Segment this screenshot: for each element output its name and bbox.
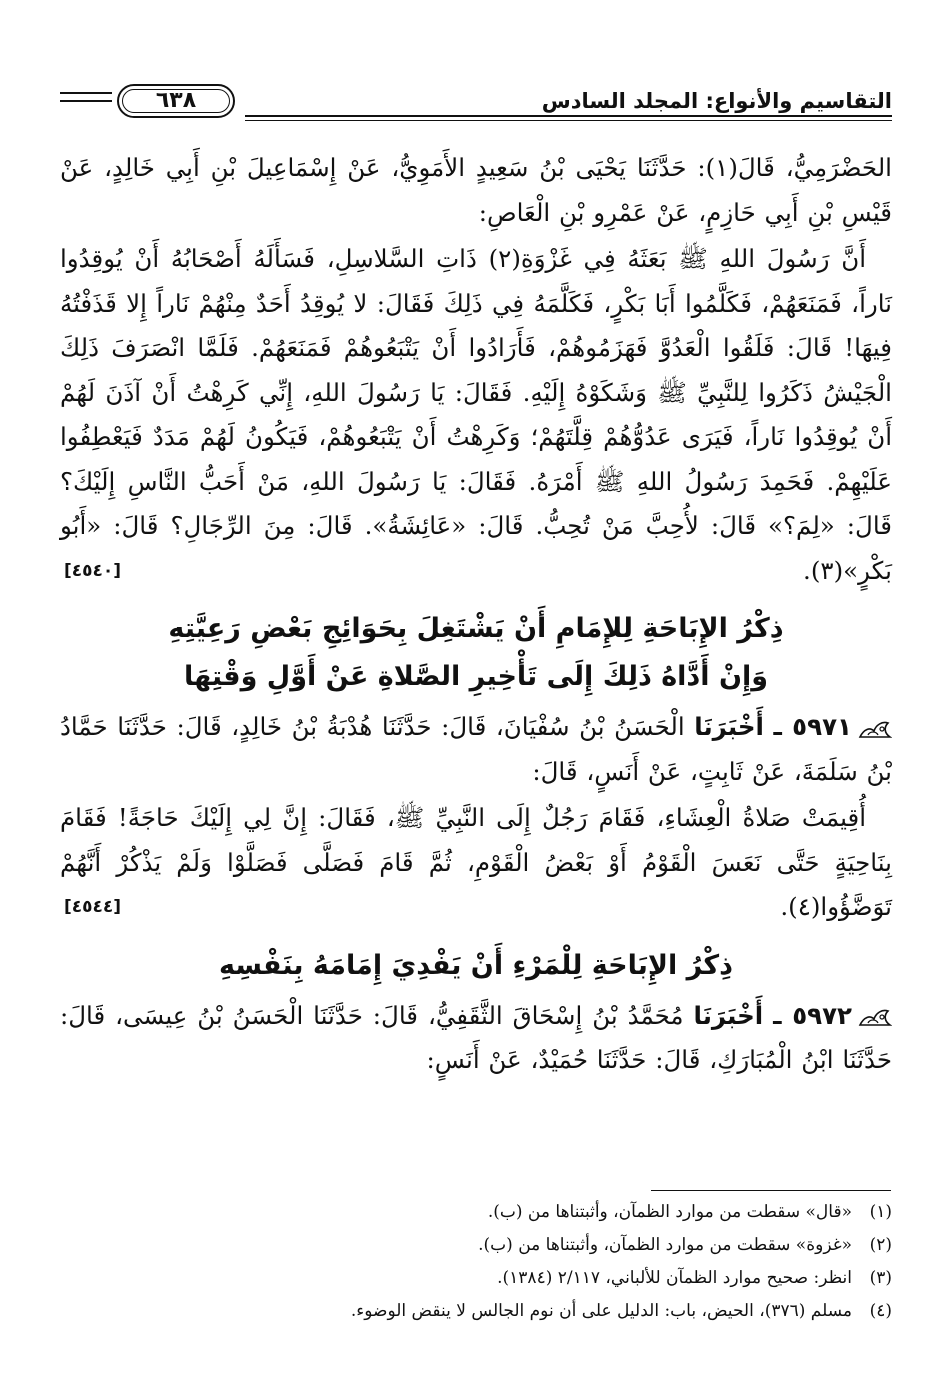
isnad-continuation: الحَضْرَمِيُّ، قَالَ(١): حَدَّثَنَا يَحْيَى بْنُ سَعِيدٍ الأَمَوِيُّ، عَنْ إِسْمَاعِيلَ بْنِ أَبِي خَالِدٍ، عَنْ قَيْسِ بْنِ أَبِي حَازِمٍ، عَنْ عَمْرِو بْنِ الْعَاصِ: [60, 153, 892, 227]
page-number-frame [117, 84, 235, 118]
hadith-5972-chain: مُحَمَّدُ بْنُ إِسْحَاقَ الثَّقَفِيُّ، قَالَ: حَدَّثَنَا الْحَسَنُ بْنُ عِيسَى، قَالَ: حَدَّثَنَا ابْنُ الْمُبَارَكِ، قَالَ: حَدَّثَنَا حُمَيْدٌ، عَنْ أَنَسٍ: [60, 1000, 892, 1074]
footnote-text: انظر: صحيح موارد الظمآن للألباني، ٢/١١٧ (١٣٨٤). [497, 1268, 852, 1288]
main-text [60, 146, 892, 1083]
akhbarana-word: أَخْبَرَنَا [693, 1000, 764, 1030]
hadith-number: ٥٩٧٢ ـ [773, 1000, 853, 1030]
footnotes [60, 1196, 892, 1328]
page-number: ٦٣٨ [155, 88, 197, 113]
footnote-text: مسلم (٣٧٦)، الحيض، باب: الدليل على أن نوم الجالس لا ينقض الوضوء. [350, 1301, 852, 1321]
footnote-text: «قال» سقطت من موارد الظمآن، وأثبتناها من (ب). [487, 1202, 852, 1222]
hadith-number: ٥٩٧١ ـ [773, 712, 852, 741]
chapter-heading-line-1: ذِكْرُ الإِبَاحَةِ لِلإِمَامِ أَنْ يَشْتَغِلَ بِحَوَائِجِ بَعْضِ رَعِيَّتِهِ [168, 613, 784, 644]
hadith-5971-chain: الْحَسَنُ بْنُ سُفْيَانَ، قَالَ: حَدَّثَنَا هُدْبَةُ بْنُ خَالِدٍ، قَالَ: حَدَّثَنَا حَمَّادُ بْنُ سَلَمَةَ، عَنْ ثَابِتٍ، عَنْ أَنَسٍ، قَالَ: [60, 712, 892, 786]
chapter-heading-line: ذِكْرُ الإِبَاحَةِ لِلْمَرْءِ أَنْ يَفْدِيَ إِمَامَهُ بِنَفْسِهِ [219, 949, 733, 981]
chapter-heading-ransom-imam [60, 942, 892, 990]
footnote-text: «غزوة» سقطت من موارد الظمآن، وأثبتناها من (ب). [478, 1235, 852, 1255]
hadith-5971-body: أُقِيمَتْ صَلاةُ الْعِشَاءِ، فَقَامَ رَجُلٌ إِلَى النَّبِيِّ ﷺ، فَقَالَ: إِنَّ لِي إِلَيْكَ حَاجَةً! فَقَامَ بِنَاحِيَةٍ حَتَّى نَعَسَ الْقَوْمُ أَوْ بَعْضُ الْقَوْمِ، ثُمَّ قَامَ فَصَلَّى فَصَلَّوْا وَلَمْ يَذْكُرْ أَنَّهُمْ تَوَضَّؤُوا(٤). [60, 803, 892, 921]
flower-ornament-icon [858, 717, 892, 741]
hadith-reference-number: [٤٥٤٠] [64, 560, 122, 581]
footnote-2 [60, 1229, 892, 1262]
footnote-4 [60, 1295, 892, 1328]
hadith-5971-isnad [60, 705, 892, 794]
hadith-text-5970-body: أَنَّ رَسُولَ اللهِ ﷺ بَعَثَهُ فِي غَزْوَةِ(٢) ذَاتِ السَّلاسِلِ، فَسَأَلَهُ أَصْحَابُهُ أَنْ يُوقِدُوا نَاراً، فَمَنَعَهُمْ، فَكَلَّمُوا أَبَا بَكْرٍ، فَكَلَّمَهُ فِي ذَلِكَ فَقَالَ: لا يُوقِدُ أَحَدٌ مِنْهُمْ نَاراً إِلا قَذَفْتُهُ فِيهَا! قَالَ: فَلَقُوا الْعَدُوَّ فَهَزَمُوهُمْ، فَأَرَادُوا أَنْ يَتْبَعُوهُمْ فَمَنَعَهُمْ. فَلَمَّا انْصَرَفَ ذَلِكَ الْجَيْشُ ذَكَرُوا لِلنَّبِيِّ ﷺ وَشَكَوْهُ إِلَيْهِ. فَقَالَ: يَا رَسُولَ اللهِ، إِنِّي كَرِهْتُ أَنْ آذَنَ لَهُمْ أَنْ يُوقِدُوا نَاراً، فَيَرَى عَدُوُّهُمْ قِلَّتَهُمْ؛ وَكَرِهْتُ أَنْ يَتْبَعُوهُمْ، فَيَكُونُ لَهُمْ مَدَدٌ فَيَعْطِفُوا عَلَيْهِمْ. فَحَمِدَ رَسُولُ اللهِ ﷺ أَمْرَهُ. فَقَالَ: يَا رَسُولَ اللهِ، مَنْ أَحَبُّ النَّاسِ إِلَيْكَ؟ قَالَ: «لِمَ؟» قَالَ: لأُحِبَّ مَنْ تُحِبُّ. قَالَ: «عَائِشَةُ». قَالَ: مِنَ الرِّجَالِ؟ قَالَ: «أَبُو بَكْرٍ»(٣). [60, 244, 892, 585]
footnote-separator [651, 1190, 891, 1191]
akhbarana-word: أَخْبَرَنَا [694, 712, 764, 741]
running-title: التقاسيم والأنواع: المجلد السادس [541, 89, 892, 113]
footnote-number: (٤) [869, 1301, 892, 1321]
footnote-number: (٢) [869, 1235, 892, 1255]
header-ornament-dash [60, 92, 112, 102]
footnote-3 [60, 1262, 892, 1295]
header-rule [245, 115, 892, 121]
hadith-5972-isnad [60, 994, 892, 1083]
chapter-heading-imam-needs [60, 605, 892, 701]
hadith-5971-text [60, 796, 892, 930]
hadith-text-5970 [60, 237, 892, 593]
hadith-reference-number: [٤٥٤٤] [64, 897, 122, 917]
footnote-number: (١) [869, 1202, 892, 1222]
footnote-1 [60, 1196, 892, 1229]
footnote-number: (٣) [869, 1268, 892, 1288]
flower-ornament-icon [858, 1005, 892, 1029]
running-header [60, 84, 892, 120]
chapter-heading-line-2: وَإِنْ أَدَّاهُ ذَلِكَ إِلَى تَأْخِيرِ الصَّلاةِ عَنْ أَوَّلِ وَقْتِهَا [183, 661, 769, 692]
